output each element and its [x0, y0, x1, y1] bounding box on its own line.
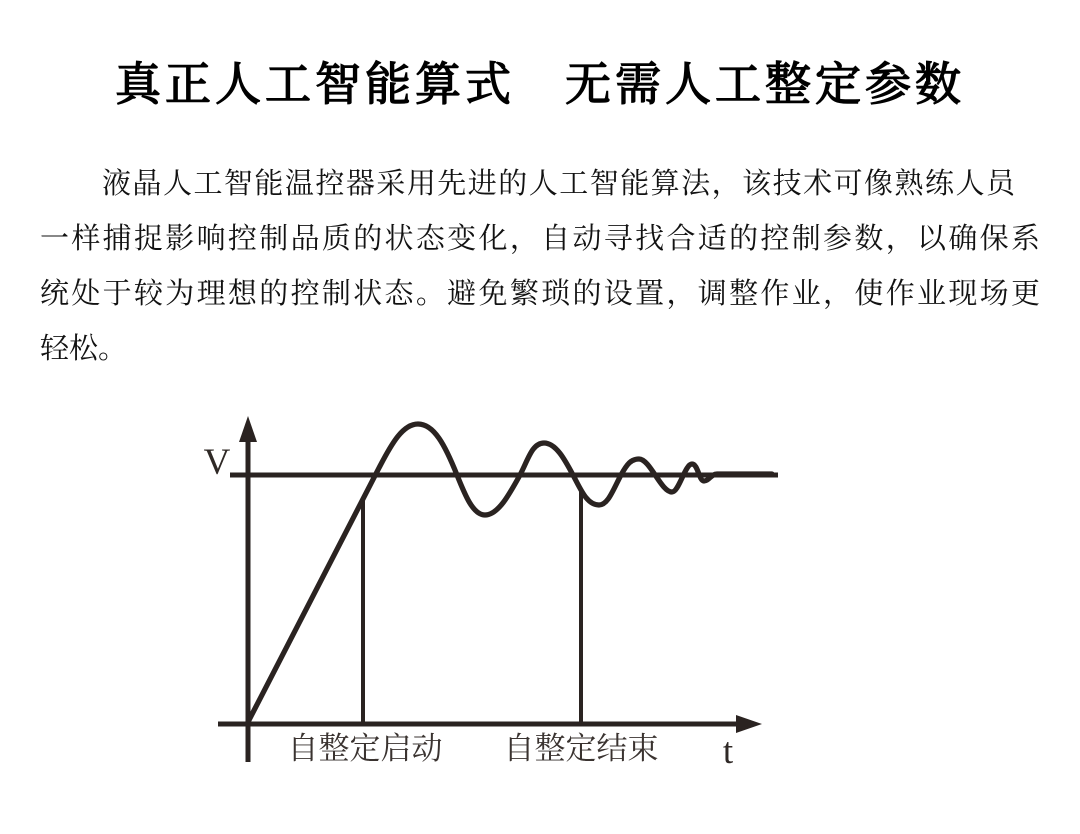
response-curve [247, 424, 772, 724]
tuning-start-label: 自整定启动 [287, 731, 443, 766]
paragraph-line: 统处于较为理想的控制状态。避免繁琐的设置，调整作业，使作业现场更 [40, 278, 1040, 310]
x-axis-arrowhead-icon [736, 715, 762, 733]
y-axis-label: V [203, 442, 231, 483]
y-axis-arrowhead-icon [239, 416, 257, 442]
tuning-end-label: 自整定结束 [503, 731, 659, 766]
page-title: 真正人工智能算式 无需人工整定参数 [115, 58, 965, 110]
paragraph-line: 液晶人工智能温控器采用先进的人工智能算法，该技术可像熟练人员 [102, 168, 1015, 200]
paragraph-line: 一样捕捉影响控制品质的状态变化，自动寻找合适的控制参数，以确保系 [40, 223, 1040, 255]
paragraph-line: 轻松。 [40, 333, 128, 365]
x-axis-label: t [722, 731, 734, 772]
